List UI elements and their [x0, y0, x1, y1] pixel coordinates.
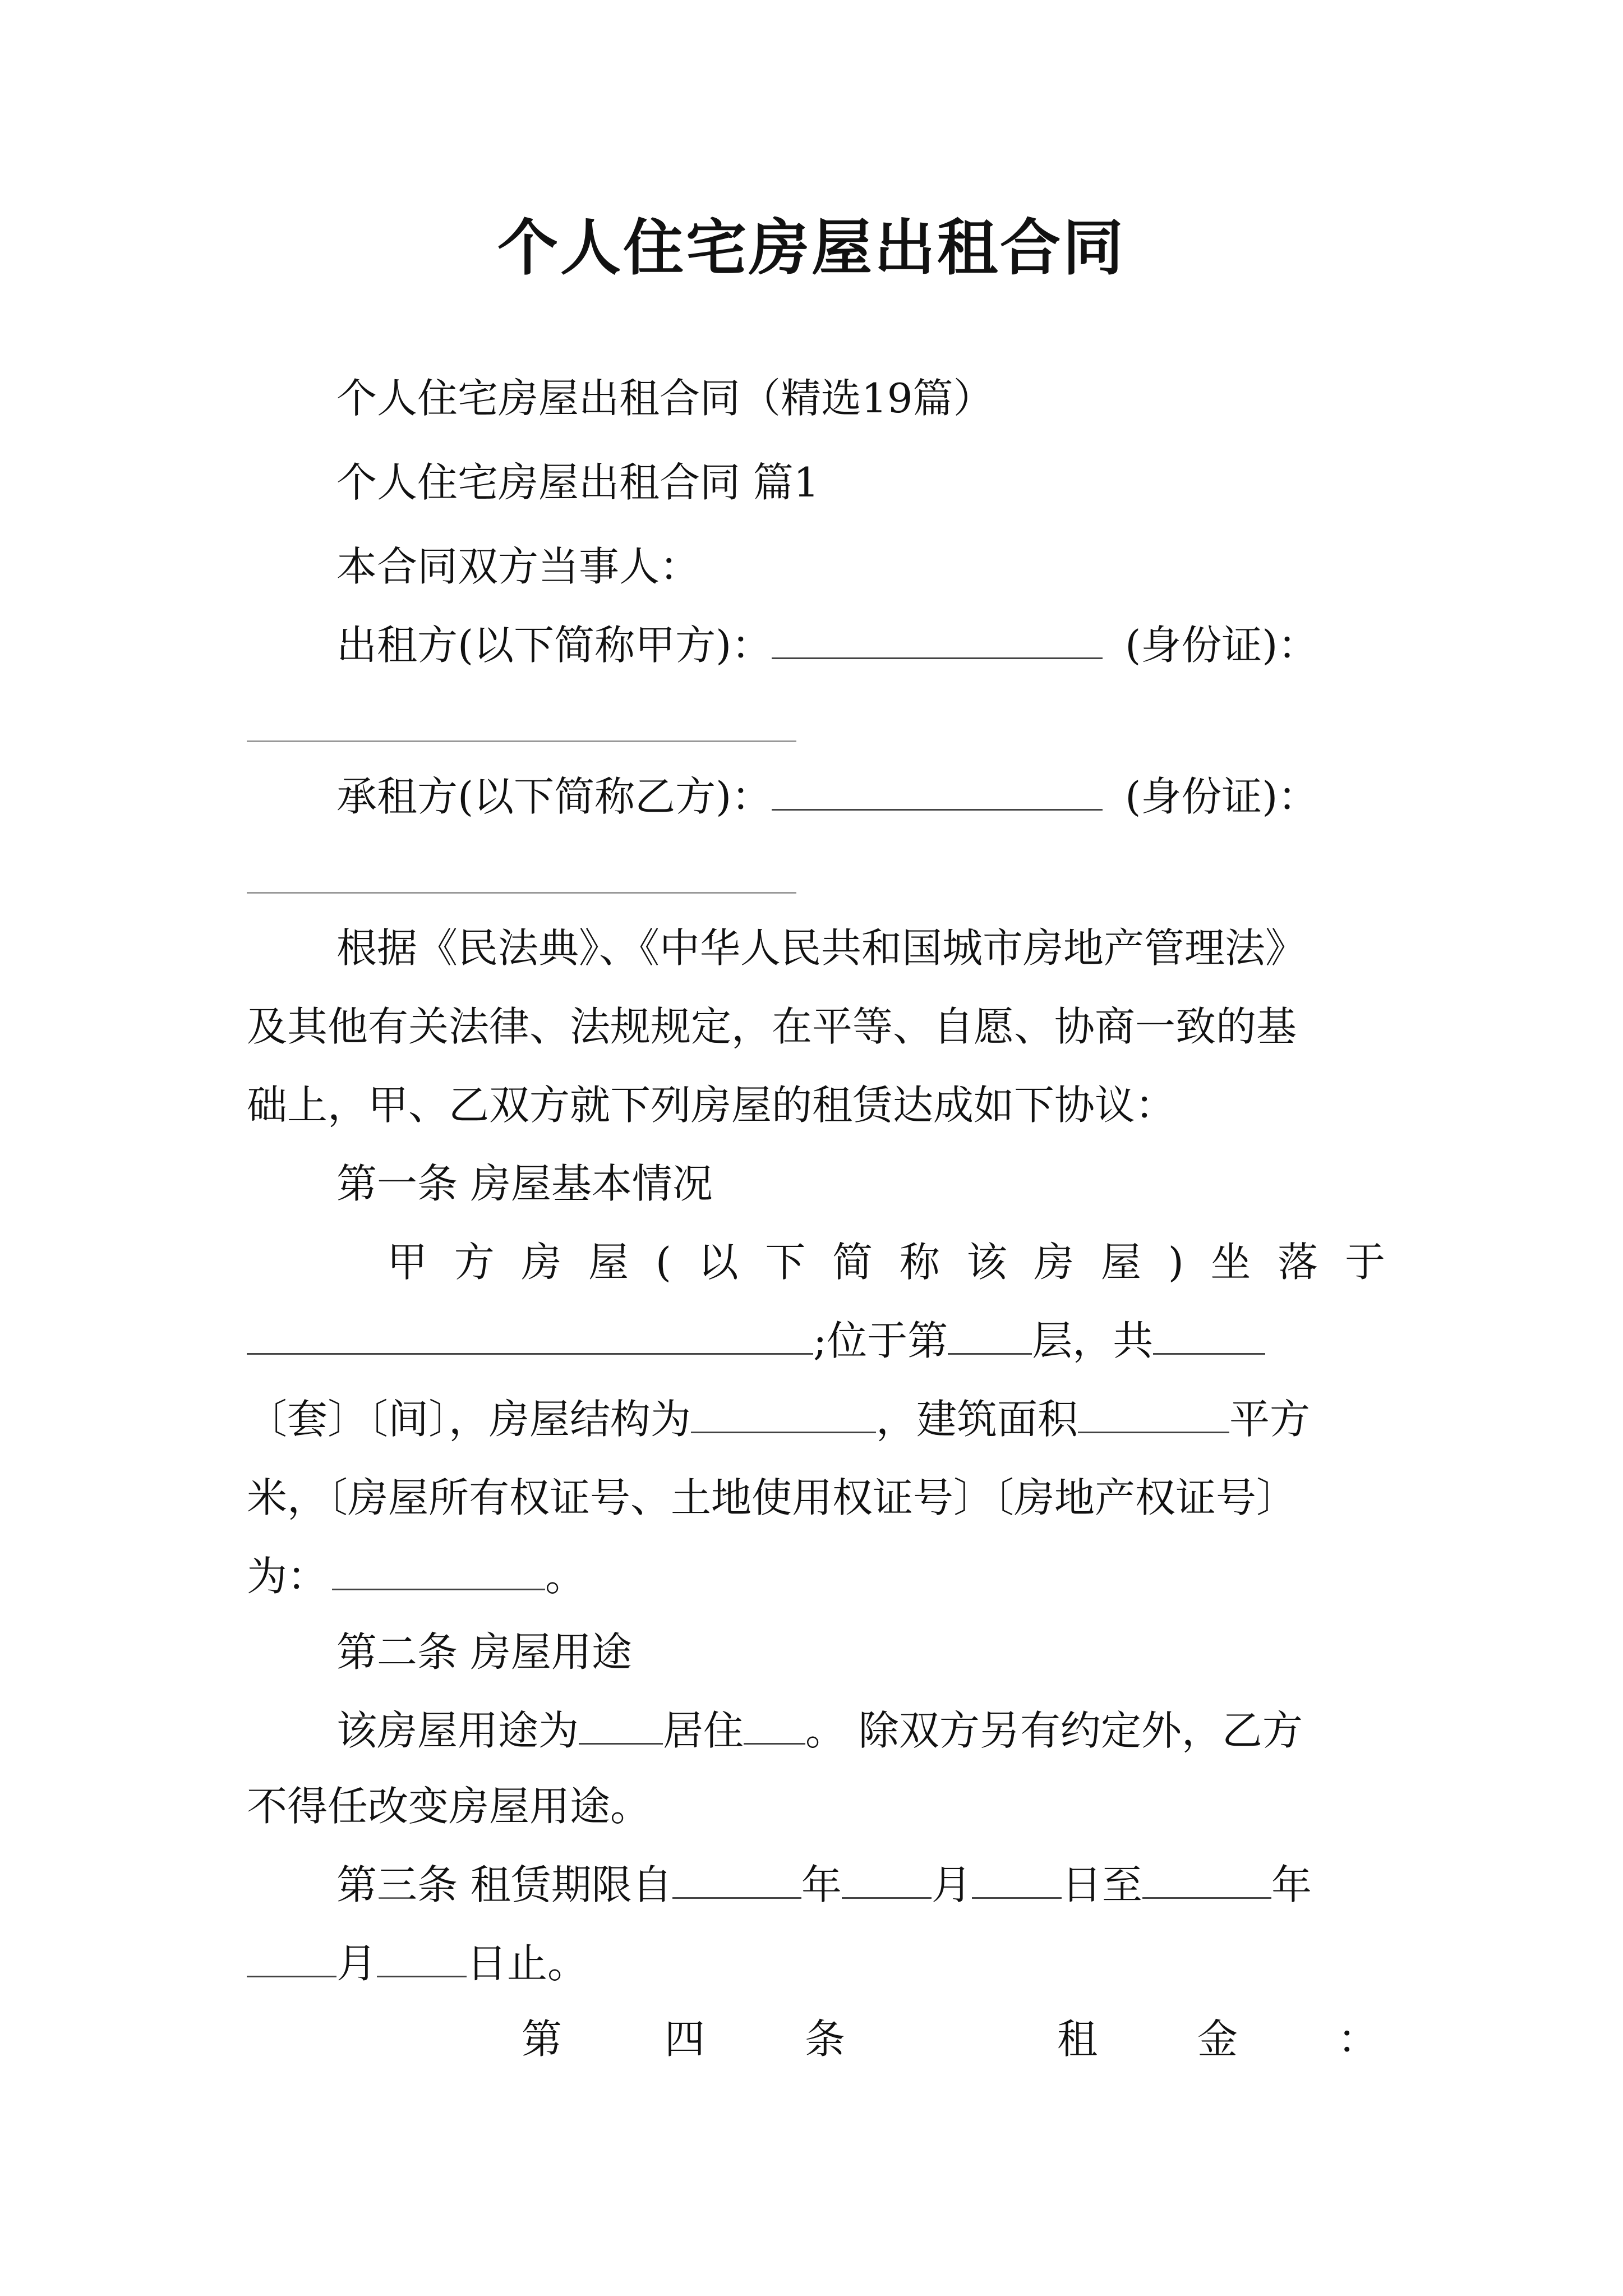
period: 。 — [545, 1553, 586, 1600]
lessor-id-label: (身份证)： — [1125, 622, 1318, 669]
char: 屋 — [588, 1239, 629, 1286]
char: 甲 — [387, 1239, 428, 1286]
char: 方 — [454, 1239, 495, 1286]
char: 于 — [1344, 1239, 1385, 1286]
month-label: 月 — [931, 1861, 972, 1908]
term-label: 第三条 租赁期限自 — [336, 1861, 672, 1908]
article-4-char: 第 — [522, 2016, 562, 2063]
lessee-id-label: (身份证)： — [1125, 773, 1318, 820]
end-day-field[interactable] — [377, 1935, 467, 1977]
day-to-label: 日至 — [1061, 1861, 1142, 1908]
usage-pre-field[interactable] — [579, 1703, 663, 1745]
article-1-line-1 — [387, 1234, 1385, 1290]
basis-line-1: 根据《民法典》、《中华人民共和国城市房地产管理法》 — [336, 924, 1306, 972]
year-label: 年 — [1271, 1861, 1312, 1908]
end-month-field[interactable] — [247, 1935, 336, 1977]
char: 以 — [698, 1239, 739, 1286]
char: 下 — [765, 1239, 806, 1286]
year-label: 年 — [801, 1861, 842, 1908]
floor-field[interactable] — [948, 1313, 1032, 1355]
lessee-label: 承租方(以下简称乙方)： — [336, 773, 772, 820]
lessor-line — [336, 617, 1318, 673]
char: 称 — [899, 1239, 940, 1286]
char: 房 — [521, 1239, 562, 1286]
char: 落 — [1278, 1239, 1318, 1286]
article-4-char: 金 — [1197, 2016, 1238, 2063]
article-2-line-2: 不得任改变房屋用途。 — [247, 1783, 651, 1830]
floor-label: ;位于第 — [813, 1317, 948, 1364]
part-heading: 个人住宅房屋出租合同 篇1 — [336, 459, 819, 506]
article-1-line-3 — [247, 1391, 1310, 1447]
parties-heading: 本合同双方当事人： — [336, 543, 700, 590]
article-2-title: 第二条 房屋用途 — [336, 1628, 632, 1676]
lessor-name-field[interactable] — [772, 617, 1103, 659]
usage-label: 该房屋用途为 — [336, 1707, 579, 1754]
char: 屋 — [1100, 1239, 1141, 1286]
start-month-field[interactable] — [842, 1857, 932, 1899]
month-label: 月 — [336, 1940, 377, 1987]
usage-post-field[interactable] — [744, 1703, 805, 1745]
start-year-field[interactable] — [672, 1857, 801, 1899]
lessee-id-field[interactable] — [247, 892, 796, 894]
article-1-line-5 — [247, 1548, 585, 1604]
total-label: 层，共 — [1032, 1317, 1154, 1364]
area-unit: 平方 — [1229, 1396, 1311, 1443]
article-1-title: 第一条 房屋基本情况 — [336, 1160, 713, 1207]
char: 该 — [966, 1239, 1007, 1286]
basis-line-2: 及其他有关法律、法规规定，在平等、自愿、协商一致的基 — [247, 1003, 1297, 1050]
article-4-char: 四 — [665, 2016, 706, 2063]
article-4-char: 条 — [805, 2016, 846, 2063]
usage-value: 居住 — [663, 1707, 744, 1754]
char: ) — [1168, 1239, 1184, 1286]
char: 坐 — [1210, 1239, 1251, 1286]
end-label: 日止。 — [467, 1940, 588, 1987]
certificate-label: 为： — [247, 1553, 328, 1600]
lessor-id-field[interactable] — [247, 740, 796, 742]
structure-label: 〔套〕〔间〕，房屋结构为 — [247, 1396, 691, 1443]
article-4-char: ： — [1338, 2016, 1378, 2063]
usage-tail: 。 除双方另有约定外，乙方 — [805, 1707, 1303, 1754]
article-2-line-1 — [336, 1703, 1303, 1759]
lessee-name-field[interactable] — [772, 769, 1103, 811]
total-field[interactable] — [1153, 1313, 1265, 1355]
article-4-char: 租 — [1057, 2016, 1098, 2063]
structure-field[interactable] — [691, 1391, 876, 1433]
lessee-line — [336, 769, 1318, 825]
article-3-line-1 — [336, 1857, 1312, 1913]
certificate-field[interactable] — [332, 1548, 545, 1590]
char: 简 — [832, 1239, 873, 1286]
area-label: ，建筑面积 — [876, 1396, 1078, 1443]
address-field[interactable] — [247, 1313, 813, 1355]
article-3-line-2 — [247, 1935, 588, 1991]
char: 房 — [1034, 1239, 1075, 1286]
char: ( — [655, 1239, 671, 1286]
start-day-field[interactable] — [972, 1857, 1062, 1899]
article-1-line-4: 米，〔房屋所有权证号、土地使用权证号〕〔房地产权证号〕 — [247, 1474, 1297, 1521]
area-field[interactable] — [1078, 1391, 1229, 1433]
end-year-field[interactable] — [1142, 1857, 1271, 1899]
lessor-label: 出租方(以下简称甲方)： — [336, 622, 772, 669]
subtitle: 个人住宅房屋出租合同（精选19篇） — [336, 375, 994, 422]
basis-line-3: 础上，甲、乙双方就下列房屋的租赁达成如下协议： — [247, 1082, 1176, 1129]
article-1-line-2 — [247, 1313, 1265, 1369]
page-title: 个人住宅房屋出租合同 — [497, 213, 1126, 283]
